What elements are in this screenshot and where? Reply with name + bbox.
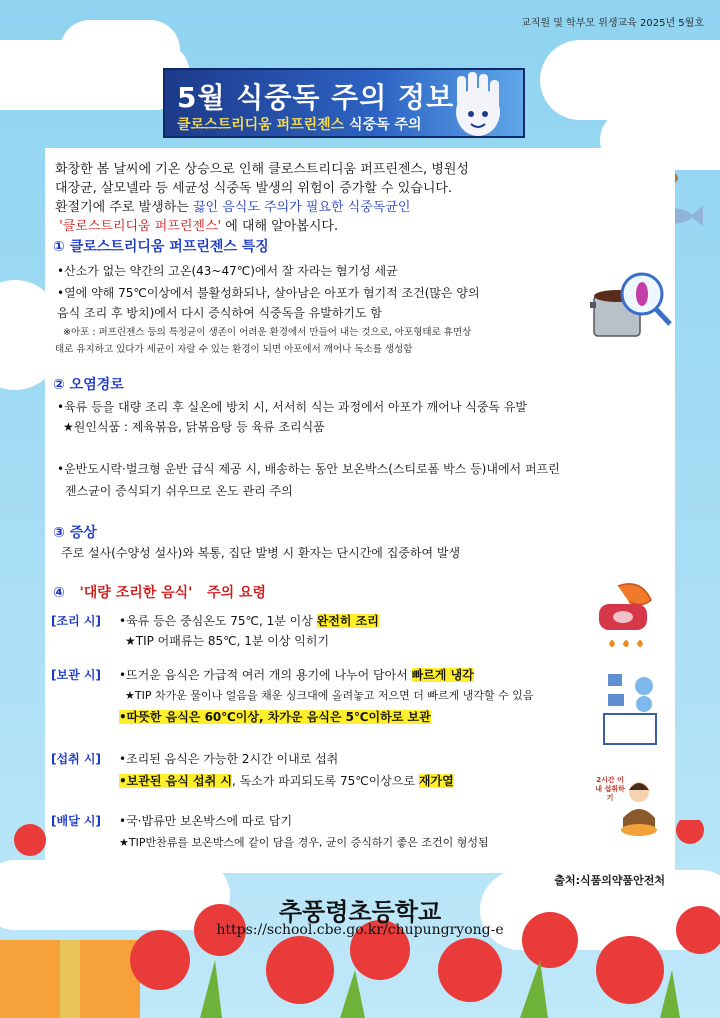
intro-highlight-red: '클로스트리디움 퍼프린젠스' [59,219,222,234]
intro-text: 에 대해 알아봅시다. [221,219,339,234]
tag-serve: [배달 시] [51,814,101,828]
section-4-title-rest: 주의 요령 [207,585,267,601]
school-url[interactable]: https://school.cbe.go.kr/chupungryong-e [216,922,504,938]
section-4-title-highlight: '대량 조리한 음식' [79,585,193,601]
store-text: •뜨거운 음식은 가급적 여러 개의 용기에 나누어 담아서 [119,668,412,682]
intro-line: 대장균, 살모넬라 등 세균성 식중독 발생의 위험이 증가할 수 있습니다. [55,181,453,196]
banner-title: 5월 식중독 주의 정보 [177,81,455,114]
section-2-title: ② 오염경로 [53,377,124,393]
banner-subtitle-highlight: 클로스트리디움 퍼프린젠스 [177,117,345,133]
section-1-bullet: •산소가 없는 약간의 고온(43~47℃)에서 잘 자라는 혐기성 세균 [57,264,398,278]
serve-tip: ★TIP반찬류를 보온박스에 같이 담을 경우, 균이 증식하기 좋은 조건이 형성됨 [119,836,489,849]
eat-text: , 독소가 파괴되도록 75℃이상으로 [231,774,419,788]
cloud-decoration [540,40,720,120]
content-card [45,148,675,887]
title-banner [163,68,525,138]
store-highlight: •따뜻한 음식은 60℃이상, 차가운 음식은 5℃이하로 보관 [119,710,431,724]
school-name: 추풍령초등학교 [278,897,442,926]
intro-text: 환절기에 주로 발생하는 [55,200,193,215]
section-1-title: ① 클로스트리디움 퍼프린젠스 특징 [53,239,269,255]
cook-line [119,612,379,630]
meat-shrimp-icon [593,578,663,658]
section-1-bullet: •열에 약해 75℃이상에서 불활성화되나, 살아남은 아포가 혐기적 조건(많은 양의 [57,286,480,300]
section-1-note: 태로 유지하고 있다가 세균이 자랄 수 있는 환경이 되면 아포에서 깨어나 독소를 생성함 [55,344,413,355]
pot-magnifier-icon [590,266,675,344]
banner-subtitle [177,114,422,134]
eat-highlight: 재가열 [418,774,454,788]
intro-paragraph [55,160,615,236]
intro-line: 화창한 봄 날씨에 기온 상승으로 인해 클로스트리디움 퍼프린젠스, 병원성 [55,162,469,177]
serve-line: •국·밥류만 보온박스에 따로 담기 [119,814,293,828]
tag-cook: [조리 시] [51,614,101,628]
eat-highlight: •보관된 음식 섭취 시 [119,774,232,788]
intro-line [55,217,615,236]
section-3-title: ③ 증상 [53,525,97,541]
section-2-bullet: •운반도시락·벌크형 운반 급식 제공 시, 배송하는 동안 보온박스(스티로폼 박스 등)내에서 퍼프린 [57,462,560,476]
section-1-bullet: 음식 조리 후 방치)에서 다시 증식하여 식중독을 유발하기도 함 [57,306,382,320]
intro-line [55,198,615,217]
store-line [119,708,431,726]
cook-tip: ★TIP 어패류는 85℃, 1분 이상 익히기 [125,634,330,648]
section-2-bullet: •육류 등을 대량 조리 후 실온에 방치 시, 서서히 식는 과정에서 아포가 깨어나 식중독 유발 [57,400,528,414]
section-2-tip: ★원인식품 : 제육볶음, 닭볶음탕 등 육류 조리식품 [63,420,325,434]
store-tip: ★TIP 차가운 물이나 얼음을 채운 싱크대에 올려놓고 저으면 더 빠르게 냉각할 수 있음 [125,689,534,702]
store-line [119,666,474,684]
cook-text: •육류 등은 중심온도 75℃, 1분 이상 [119,614,317,628]
cloud-decoration [60,20,180,80]
section-4-number: ④ [53,585,65,601]
store-highlight: 빠르게 냉각 [411,668,474,682]
issue-label: 교직원 및 학부모 위생교육 2025년 5월호 [521,18,704,29]
cooling-pots-icon [600,666,665,746]
eat-line: •조리된 음식은 가능한 2시간 이내로 섭취 [119,752,339,766]
section-1-note: ※아포 : 퍼프린젠스 등의 특정균이 생존이 어려운 환경에서 만들어 내는 것으로, 아포형태로 휴면상 [63,327,472,338]
eat-line [119,772,454,790]
section-2-bullet: 젠스균이 증식되기 쉬우므로 온도 관리 주의 [65,484,293,498]
glove-mascot-icon [443,72,513,138]
intro-highlight: 끓인 음식도 주의가 필요한 식중독균인 [192,200,411,215]
cook-highlight: 완전히 조리 [316,614,379,628]
banner-subtitle-rest: 식중독 주의 [344,117,422,133]
two-hours-badge: 2시간 이내 섭취하기 [595,776,625,802]
section-3-text: 주로 설사(수양성 설사)와 복통, 집단 발병 시 환자는 단시간에 집중하여 발생 [61,546,461,560]
tag-eat: [섭취 시] [51,752,101,766]
section-4-title [53,582,266,602]
tag-store: [보관 시] [51,668,101,682]
source-credit: 출처:식품의약품안전처 [554,874,665,887]
